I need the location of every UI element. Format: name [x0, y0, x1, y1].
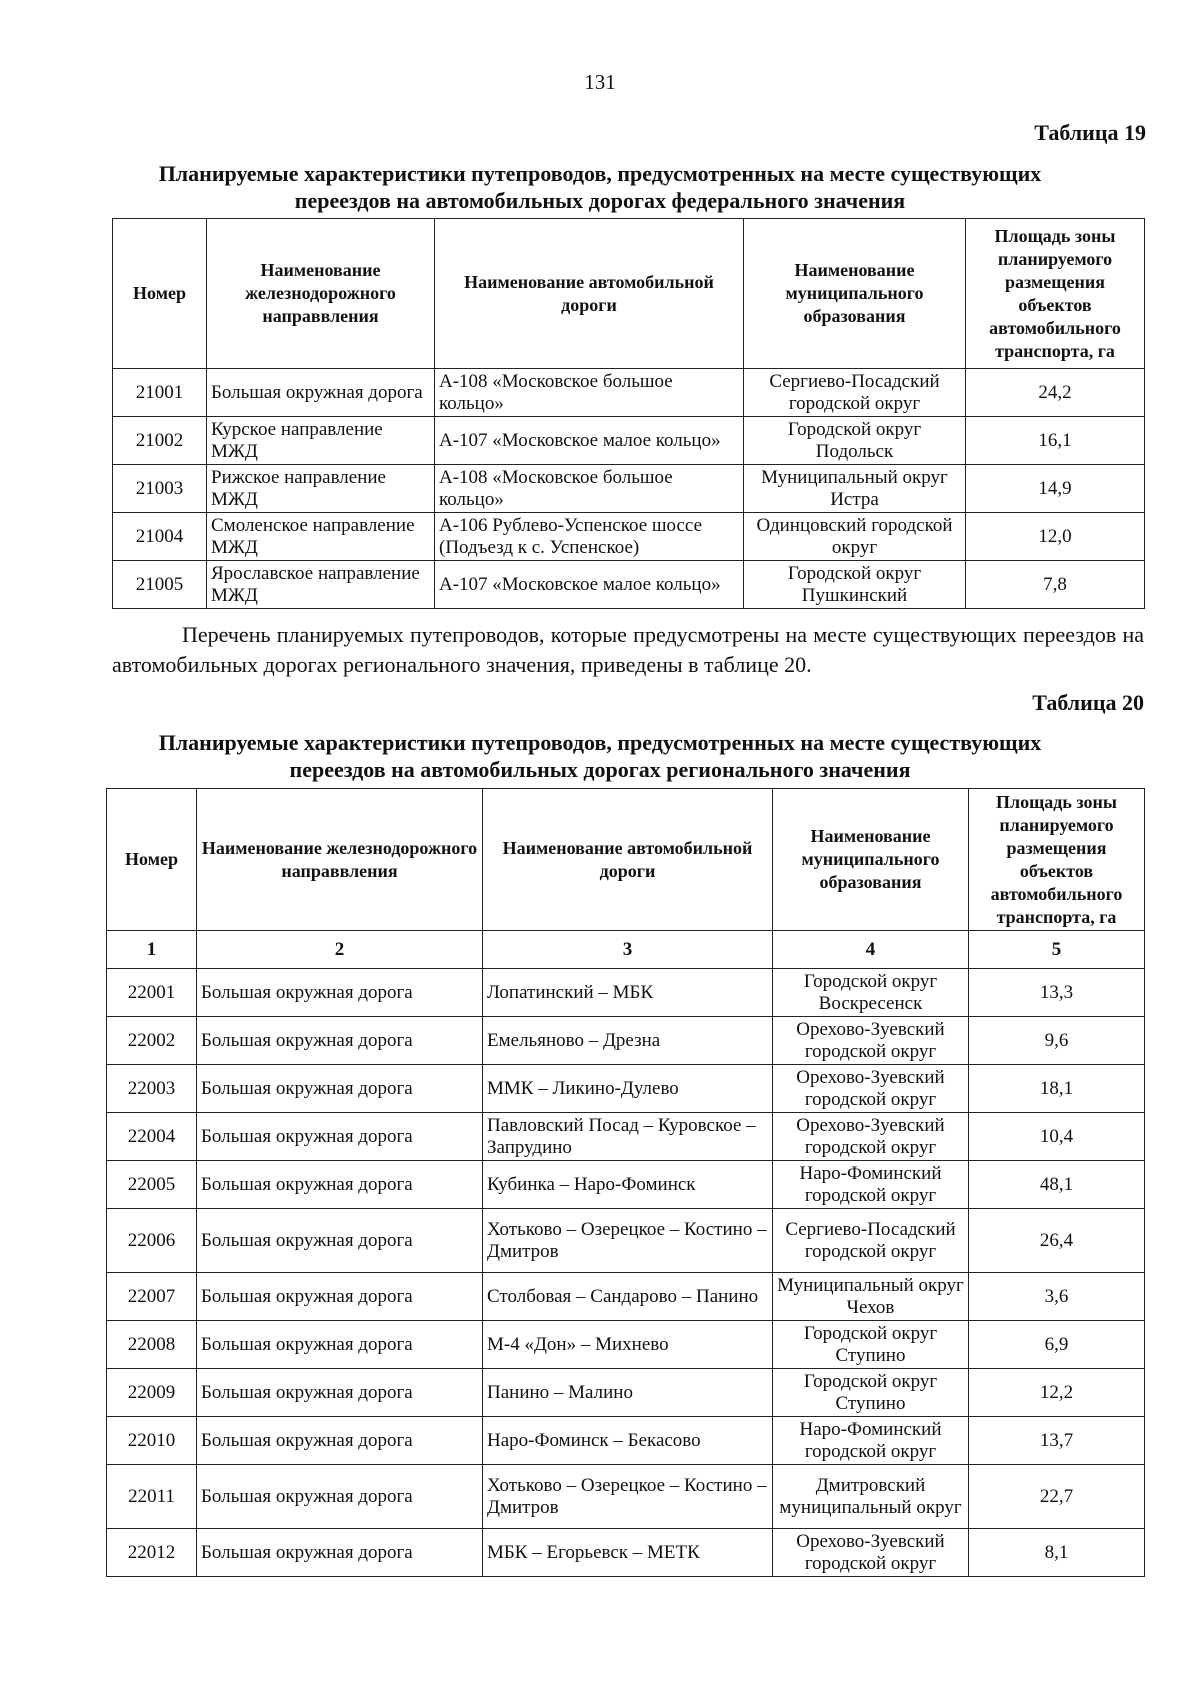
- header-municipality: Наименование муниципального образования: [773, 789, 969, 931]
- area-ha: 26,4: [969, 1209, 1145, 1273]
- row-number: 22007: [107, 1273, 197, 1321]
- column-number: 5: [969, 931, 1145, 969]
- municipality: Орехово-Зуевский городской округ: [773, 1065, 969, 1113]
- municipality: Городской округ Ступино: [773, 1369, 969, 1417]
- railway-direction: Большая окружная дорога: [207, 369, 435, 417]
- table-20-label: Таблица 20: [1032, 690, 1144, 715]
- road-name: Хотьково – Озерецкое – Костино – Дмитров: [483, 1465, 773, 1529]
- table-row: [107, 969, 1145, 1017]
- header-area: Площадь зоны планируемого размещения объектов автомобильного транспорта, га: [969, 789, 1145, 931]
- column-number: 2: [197, 931, 483, 969]
- railway-direction: Большая окружная дорога: [197, 1065, 483, 1113]
- area-ha: 12,2: [969, 1369, 1145, 1417]
- row-number: 21005: [113, 561, 207, 609]
- municipality: Сергиево-Посадский городской округ: [773, 1209, 969, 1273]
- table-row: [107, 1161, 1145, 1209]
- table-row: [107, 1417, 1145, 1465]
- municipality: Городской округ Пушкинский: [744, 561, 966, 609]
- area-ha: 7,8: [966, 561, 1145, 609]
- municipality: Дмитровский муниципальный округ: [773, 1465, 969, 1529]
- row-number: 21001: [113, 369, 207, 417]
- table-19-label: Таблица 19: [1034, 120, 1146, 145]
- area-ha: 13,7: [969, 1417, 1145, 1465]
- header-railway: Наименование железнодорожного направвления: [197, 789, 483, 931]
- row-number: 21003: [113, 465, 207, 513]
- table-19-title-line-2: переездов на автомобильных дорогах федерального значения: [294, 188, 906, 213]
- header-road: Наименование автомобильной дороги: [435, 219, 744, 369]
- railway-direction: Большая окружная дорога: [197, 1321, 483, 1369]
- railway-direction: Большая окружная дорога: [197, 1273, 483, 1321]
- municipality: Городской округ Подольск: [744, 417, 966, 465]
- road-name: Павловский Посад – Куровское – Запрудино: [483, 1113, 773, 1161]
- table-row: [113, 417, 1145, 465]
- table-19-header-row: [113, 219, 1145, 369]
- table-20-header-row: [107, 789, 1145, 931]
- area-ha: 12,0: [966, 513, 1145, 561]
- road-name: А-107 «Московское малое кольцо»: [435, 561, 744, 609]
- area-ha: 13,3: [969, 969, 1145, 1017]
- road-name: А-108 «Московское большое кольцо»: [435, 465, 744, 513]
- area-ha: 16,1: [966, 417, 1145, 465]
- railway-direction: Смоленское направление МЖД: [207, 513, 435, 561]
- railway-direction: Большая окружная дорога: [197, 1369, 483, 1417]
- railway-direction: Большая окружная дорога: [197, 1465, 483, 1529]
- area-ha: 18,1: [969, 1065, 1145, 1113]
- header-number: Номер: [113, 219, 207, 369]
- road-name: Кубинка – Наро-Фоминск: [483, 1161, 773, 1209]
- railway-direction: Большая окружная дорога: [197, 1417, 483, 1465]
- road-name: А-106 Рублево-Успенское шоссе (Подъезд к с. Успенское): [435, 513, 744, 561]
- row-number: 22009: [107, 1369, 197, 1417]
- row-number: 22001: [107, 969, 197, 1017]
- row-number: 22004: [107, 1113, 197, 1161]
- area-ha: 6,9: [969, 1321, 1145, 1369]
- municipality: Наро-Фоминский городской округ: [773, 1161, 969, 1209]
- table-row: [107, 1465, 1145, 1529]
- railway-direction: Большая окружная дорога: [197, 1161, 483, 1209]
- municipality: Городской округ Ступино: [773, 1321, 969, 1369]
- row-number: 22003: [107, 1065, 197, 1113]
- table-row: [113, 561, 1145, 609]
- area-ha: 14,9: [966, 465, 1145, 513]
- table-row: [107, 1209, 1145, 1273]
- table-row: [107, 1113, 1145, 1161]
- railway-direction: Большая окружная дорога: [197, 1017, 483, 1065]
- road-name: А-107 «Московское малое кольцо»: [435, 417, 744, 465]
- municipality: Городской округ Воскресенск: [773, 969, 969, 1017]
- table-row: [107, 1065, 1145, 1113]
- header-number: Номер: [107, 789, 197, 931]
- railway-direction: Большая окружная дорога: [197, 1113, 483, 1161]
- area-ha: 10,4: [969, 1113, 1145, 1161]
- row-number: 22008: [107, 1321, 197, 1369]
- column-number: 1: [107, 931, 197, 969]
- road-name: Емельяново – Дрезна: [483, 1017, 773, 1065]
- road-name: А-108 «Московское большое кольцо»: [435, 369, 744, 417]
- road-name: Лопатинский – МБК: [483, 969, 773, 1017]
- table-row: [113, 369, 1145, 417]
- table-row: [113, 513, 1145, 561]
- table-19: [112, 218, 1145, 609]
- table-19-title-line-1: Планируемые характеристики путепроводов, предусмотренных на месте существующих: [158, 161, 1042, 186]
- railway-direction: Большая окружная дорога: [197, 1209, 483, 1273]
- column-number: 3: [483, 931, 773, 969]
- table-19-title: [100, 160, 1100, 214]
- table-20-title-line-1: Планируемые характеристики путепроводов, предусмотренных на месте существующих: [158, 730, 1042, 755]
- railway-direction: Ярославское направление МЖД: [207, 561, 435, 609]
- railway-direction: Рижское направление МЖД: [207, 465, 435, 513]
- row-number: 22010: [107, 1417, 197, 1465]
- road-name: М-4 «Дон» – Михнево: [483, 1321, 773, 1369]
- table-row: [107, 1369, 1145, 1417]
- table-row: [107, 1529, 1145, 1577]
- road-name: ММК – Ликино-Дулево: [483, 1065, 773, 1113]
- railway-direction: Большая окружная дорога: [197, 1529, 483, 1577]
- road-name: Столбовая – Сандарово – Панино: [483, 1273, 773, 1321]
- row-number: 22012: [107, 1529, 197, 1577]
- header-area: Площадь зоны планируемого размещения объектов автомобильного транспорта, га: [966, 219, 1145, 369]
- municipality: Орехово-Зуевский городской округ: [773, 1017, 969, 1065]
- table-row: [113, 465, 1145, 513]
- railway-direction: Курское направление МЖД: [207, 417, 435, 465]
- page-number: 131: [584, 70, 616, 94]
- road-name: Хотьково – Озерецкое – Костино – Дмитров: [483, 1209, 773, 1273]
- row-number: 22006: [107, 1209, 197, 1273]
- area-ha: 48,1: [969, 1161, 1145, 1209]
- column-number-row: [107, 931, 1145, 969]
- road-name: Панино – Малино: [483, 1369, 773, 1417]
- header-municipality: Наименование муниципального образования: [744, 219, 966, 369]
- table-row: [107, 1017, 1145, 1065]
- road-name: МБК – Егорьевск – МЕТК: [483, 1529, 773, 1577]
- row-number: 22002: [107, 1017, 197, 1065]
- municipality: Орехово-Зуевский городской округ: [773, 1529, 969, 1577]
- table-row: [107, 1321, 1145, 1369]
- row-number: 21002: [113, 417, 207, 465]
- table-20-title-line-2: переездов на автомобильных дорогах регионального значения: [289, 757, 911, 782]
- municipality: Муниципальный округ Истра: [744, 465, 966, 513]
- row-number: 22005: [107, 1161, 197, 1209]
- municipality: Наро-Фоминский городской округ: [773, 1417, 969, 1465]
- table-row: [107, 1273, 1145, 1321]
- road-name: Наро-Фоминск – Бекасово: [483, 1417, 773, 1465]
- area-ha: 22,7: [969, 1465, 1145, 1529]
- table-20: [106, 788, 1145, 1577]
- area-ha: 3,6: [969, 1273, 1145, 1321]
- municipality: Сергиево-Посадский городской округ: [744, 369, 966, 417]
- area-ha: 9,6: [969, 1017, 1145, 1065]
- row-number: 21004: [113, 513, 207, 561]
- header-railway: Наименование железнодорожного направвления: [207, 219, 435, 369]
- municipality: Муниципальный округ Чехов: [773, 1273, 969, 1321]
- railway-direction: Большая окружная дорога: [197, 969, 483, 1017]
- header-road: Наименование автомобильной дороги: [483, 789, 773, 931]
- municipality: Орехово-Зуевский городской округ: [773, 1113, 969, 1161]
- area-ha: 24,2: [966, 369, 1145, 417]
- area-ha: 8,1: [969, 1529, 1145, 1577]
- intro-paragraph: Перечень планируемых путепроводов, которые предусмотрены на месте существующих переездов на автомобильных дорогах регионального значения, приведены в таблице 20.: [112, 622, 1144, 677]
- column-number: 4: [773, 931, 969, 969]
- row-number: 22011: [107, 1465, 197, 1529]
- table-20-title: [100, 729, 1100, 783]
- municipality: Одинцовский городской округ: [744, 513, 966, 561]
